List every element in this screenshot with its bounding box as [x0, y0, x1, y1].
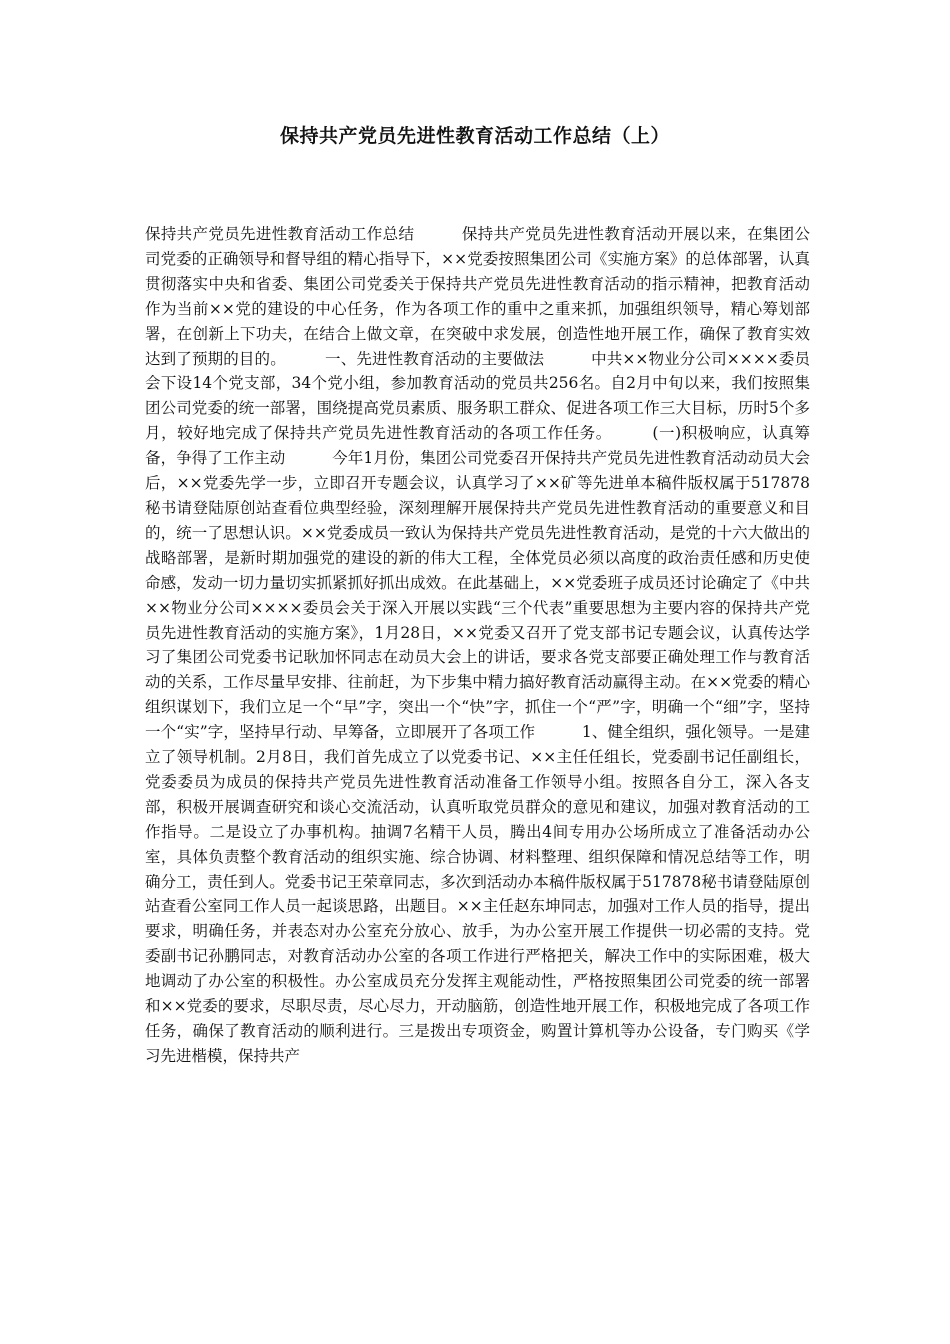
document-body: 保持共产党员先进性教育活动工作总结 保持共产党员先进性教育活动开展以来，在集团公司党委的正确领导和督导组的精心指导下，××党委按照集团公司《实施方案》的总体部署，认真贯彻落实中央和省委、集团公司党委关于保持共产党员先进性教育活动的指示精神，把教育活动作为当前××党的建设的中心任务，作为各项工作的重中之重来抓，加强组织领导，精心筹划部署，在创新上下功夫，在结合上做文章，在突破中求发展，创造性地开展工作，确保了教育实效达到了预期的目的。 一、先进性教育活动的主要做法 中共××物业分公司××××委员会下设14个党支部，34个党小组，参加教育活动的党员共256名。自2月中旬以来，我们按照集团公司党委的统一部署，围绕提高党员素质、服务职工群众、促进各项工作三大目标，历时5个多月，较好地完成了保持共产党员先进性教育活动的各项工作任务。 (一)积极响应，认真筹备，争得了工作主动 今年1月份，集团公司党委召开保持共产党员先进性教育活动动员大会后，××党委先学一步，立即召开专题会议，认真学习了××矿等先进单本稿件版权属于517878秘书请登陆原创站查看位典型经验，深刻理解开展保持共产党员先进性教育活动的重要意义和目的，统一了思想认识。××党委成员一致认为保持共产党员先进性教育活动，是党的十六大做出的战略部署，是新时期加强党的建设的新的伟大工程，全体党员必须以高度的政治责任感和历史使命感，发动一切力量切实抓紧抓好抓出成效。在此基础上，××党委班子成员还讨论确定了《中共××物业分公司××××委员会关于深入开展以实践“三个代表”重要思想为主要内容的保持共产党员先进性教育活动的实施方案》，1月28日，××党委又召开了党支部书记专题会议，认真传达学习了集团公司党委书记耿加怀同志在动员大会上的讲话，要求各党支部要正确处理工作与教育活动的关系，工作尽量早安排、往前赶，为下步集中精力搞好教育活动赢得主动。在××党委的精心组织谋划下，我们立足一个“早”字，突出一个“快”字，抓住一个“严”字，明确一个“细”字，坚持一个“实”字，坚持早行动、早筹备，立即展开了各项工作 1、健全组织，强化领导。一是建立了领导机制。2月8日，我们首先成立了以党委书记、××主任任组长，党委副书记任副组长，党委委员为成员的保持共产党员先进性教育活动准备工作领导小组。按照各自分工，深入各支部，积极开展调查研究和谈心交流活动，认真听取党员群众的意见和建议，加强对教育活动的工作指导。二是设立了办事机构。抽调7名精干人员，腾出4间专用办公场所成立了准备活动办公室，具体负责整个教育活动的组织实施、综合协调、材料整理、组织保障和情况总结等工作，明确分工，责任到人。党委书记王荣章同志，多次到活动办本稿件版权属于517878秘书请登陆原创站查看公室同工作人员一起谈思路，出题目。××主任赵东坤同志，加强对工作人员的指导，提出要求，明确任务，并表态对办公室充分放心、放手，为办公室开展工作提供一切必需的支持。党委副书记孙鹏同志，对教育活动办公室的各项工作进行严格把关，解决工作中的实际困难，极大地调动了办公室的积极性。办公室成员充分发挥主观能动性，严格按照集团公司党委的统一部署和××党委的要求，尽职尽责，尽心尽力，开动脑筋，创造性地开展工作，积极地完成了各项工作任务，确保了教育活动的顺利进行。三是拨出专项资金，购置计算机等办公设备，专门购买《学习先进楷模，保持共产 — [145, 225, 810, 1065]
document-title: 保持共产党员先进性教育活动工作总结（上） — [279, 125, 670, 147]
